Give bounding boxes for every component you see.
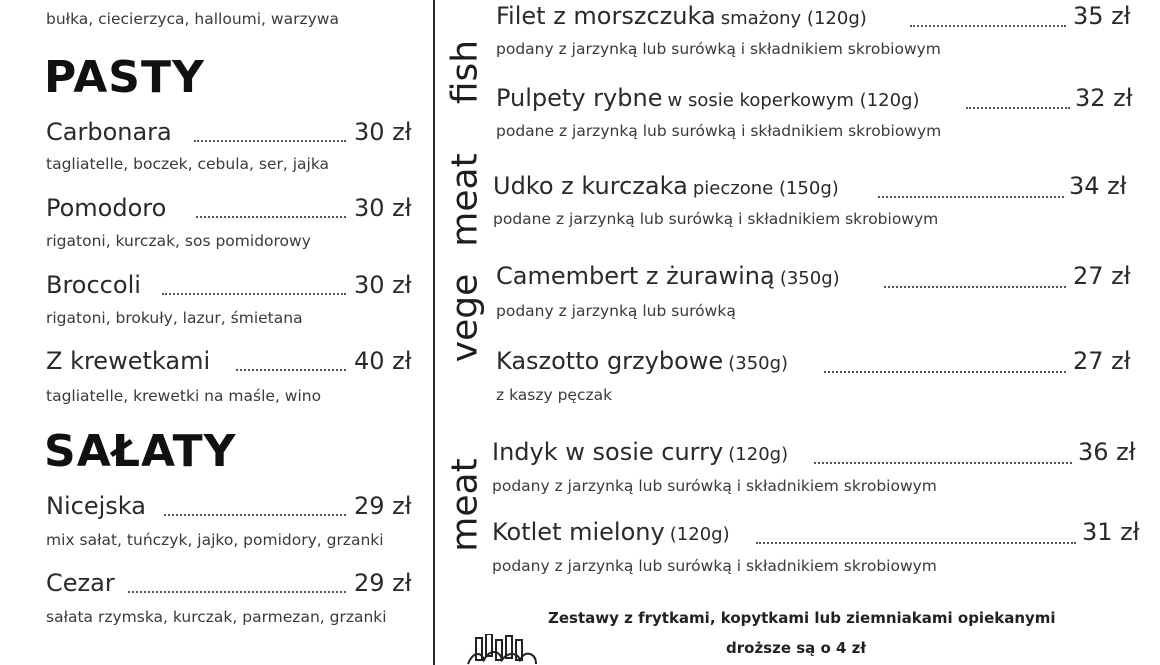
- menu-item-title: [492, 438, 788, 466]
- category-label-fish: fish: [444, 39, 486, 105]
- menu-item-title: [496, 262, 840, 290]
- menu-item-detail: (120g): [669, 524, 730, 545]
- menu-item-desc: podany z jarzynką lub surówką: [496, 302, 736, 320]
- menu-item-name: Broccoli: [46, 271, 141, 299]
- combo-note-line1: Zestawy z frytkami, kopytkami lub ziemniakami opiekanymi: [548, 609, 1056, 627]
- section-heading-pasty: PASTY: [44, 52, 205, 103]
- menu-item-name: Camembert z żurawiną: [496, 262, 775, 290]
- leader-dots: [814, 462, 1072, 464]
- menu-item-desc: sałata rzymska, kurczak, parmezan, grzanki: [46, 608, 387, 626]
- menu-item-name: Indyk w sosie curry: [492, 438, 724, 466]
- leader-dots: [878, 196, 1064, 198]
- leader-dots: [910, 25, 1066, 27]
- menu-item-price: 40 zł: [354, 347, 412, 375]
- menu-item-name: Filet z morszczuka: [496, 2, 716, 30]
- column-divider: [433, 0, 435, 665]
- menu-item-detail: (350g): [779, 268, 840, 289]
- cut-top-item-title: [46, 0, 54, 10]
- leader-dots: [884, 286, 1066, 288]
- menu-item-title: [493, 172, 839, 200]
- menu-item-title: [496, 2, 867, 30]
- section-heading-salaty: SAŁATY: [44, 426, 237, 477]
- cut-top-item-desc: bułka, ciecierzyca, halloumi, warzywa: [46, 10, 339, 28]
- category-label-meat: meat: [444, 458, 486, 552]
- menu-item-title: [496, 84, 920, 112]
- menu-item-price: 29 zł: [354, 569, 412, 597]
- menu-item-price: 36 zł: [1078, 438, 1136, 466]
- menu-item-detail: w sosie koperkowym (120g): [667, 90, 920, 111]
- leader-dots: [164, 514, 346, 516]
- category-label-vege: vege: [444, 273, 486, 363]
- menu-item-name: Kotlet mielony: [492, 518, 665, 546]
- menu-item-desc: tagliatelle, krewetki na maśle, wino: [46, 387, 322, 405]
- menu-item-desc: rigatoni, brokuły, lazur, śmietana: [46, 309, 303, 327]
- menu-item-title: [492, 518, 730, 546]
- menu-item-desc: podany z jarzynką lub surówką i składnikiem skrobiowym: [496, 40, 941, 58]
- menu-item-name: Pomodoro: [46, 194, 167, 222]
- menu-item-price: 35 zł: [1073, 2, 1131, 30]
- menu-item-desc: podany z jarzynką lub surówką i składnikiem skrobiowym: [492, 557, 937, 575]
- leader-dots: [194, 140, 346, 142]
- menu-item-title: [496, 347, 788, 375]
- cut-bottom-heading: [46, 648, 246, 665]
- menu-item-price: 31 zł: [1082, 518, 1140, 546]
- menu-item-desc: podany z jarzynką lub surówką i składnikiem skrobiowym: [492, 477, 937, 495]
- menu-item-desc: podane z jarzynką lub surówką i składnikiem skrobiowym: [493, 210, 939, 228]
- menu-item-name: Carbonara: [46, 118, 172, 146]
- category-label-meat: meat: [444, 153, 486, 247]
- menu-item-price: 34 zł: [1069, 172, 1127, 200]
- fries-icon: [462, 634, 542, 665]
- menu-item-price: 30 zł: [354, 271, 412, 299]
- menu-item-price: 30 zł: [354, 194, 412, 222]
- menu-item-desc: tagliatelle, boczek, cebula, ser, jajka: [46, 155, 330, 173]
- menu-item-detail: pieczone (150g): [692, 178, 839, 199]
- fries-icon-shape: [462, 634, 542, 665]
- menu-item-price: 32 zł: [1075, 84, 1133, 112]
- menu-item-desc: z kaszy pęczak: [496, 386, 613, 404]
- leader-dots: [824, 371, 1066, 373]
- combo-note-line2: droższe są o 4 zł: [726, 639, 866, 657]
- menu-item-price: 30 zł: [354, 118, 412, 146]
- menu-item-name: Udko z kurczaka: [493, 172, 688, 200]
- leader-dots: [236, 369, 346, 371]
- menu-item-name: Z krewetkami: [46, 347, 211, 375]
- menu-item-price: 27 zł: [1073, 347, 1131, 375]
- menu-item-price: 29 zł: [354, 492, 412, 520]
- leader-dots: [196, 216, 346, 218]
- menu-item-desc: rigatoni, kurczak, sos pomidorowy: [46, 232, 311, 250]
- leader-dots: [128, 591, 346, 593]
- menu-item-detail: smażony (120g): [720, 8, 867, 29]
- leader-dots: [756, 542, 1076, 544]
- menu-item-desc: podane z jarzynką lub surówką i składnikiem skrobiowym: [496, 122, 942, 140]
- menu-item-name: Nicejska: [46, 492, 146, 520]
- menu-item-detail: (120g): [728, 444, 789, 465]
- menu-item-desc: mix sałat, tuńczyk, jajko, pomidory, grzanki: [46, 531, 384, 549]
- menu-item-price: 27 zł: [1073, 262, 1131, 290]
- leader-dots: [162, 293, 346, 295]
- menu-item-name: Kaszotto grzybowe: [496, 347, 724, 375]
- menu-item-detail: (350g): [728, 353, 789, 374]
- menu-item-name: Cezar: [46, 569, 115, 597]
- menu-item-name: Pulpety rybne: [496, 84, 663, 112]
- leader-dots: [966, 107, 1070, 109]
